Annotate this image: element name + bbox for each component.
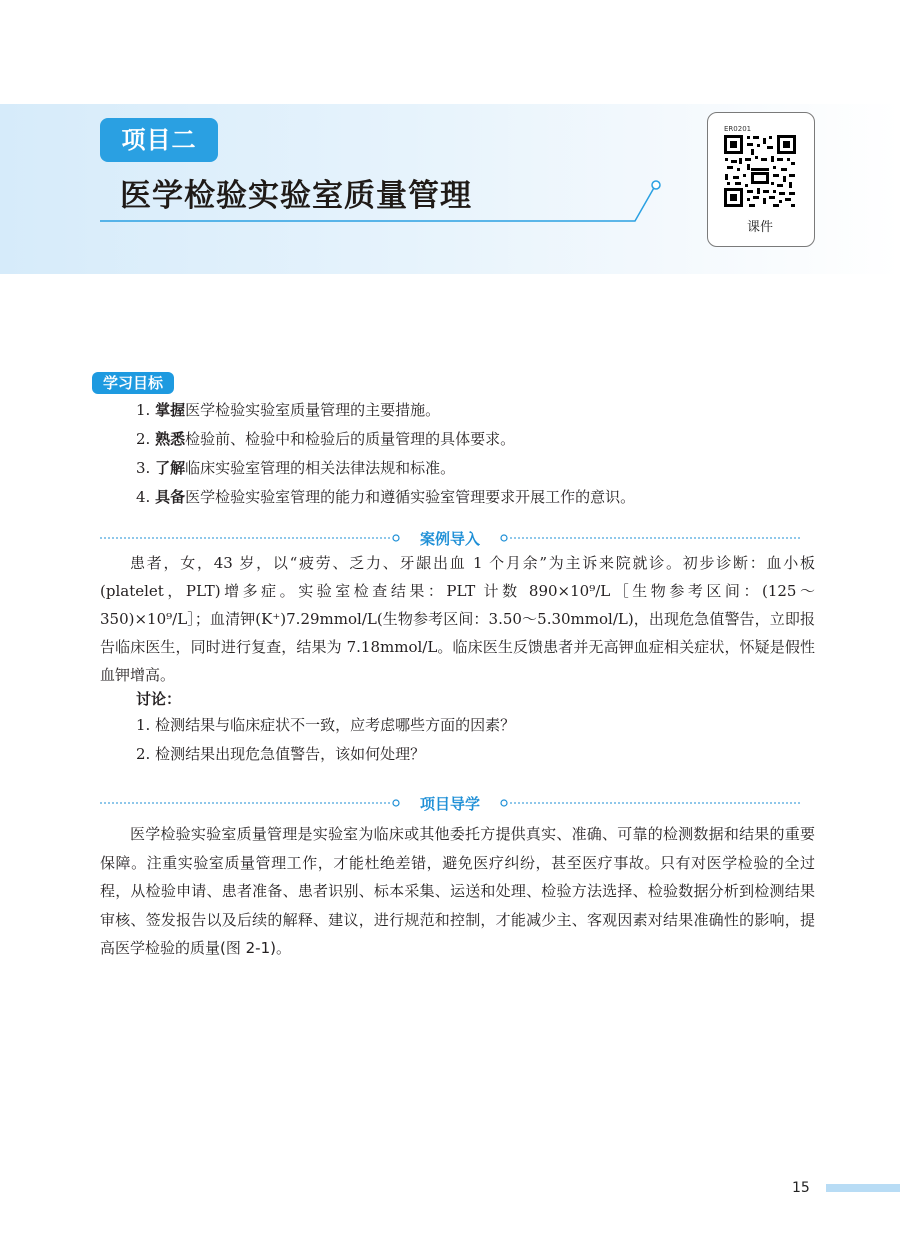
- objectives-list: [136, 396, 635, 512]
- page-number: 15: [792, 1180, 810, 1196]
- qr-code-icon[interactable]: [723, 134, 797, 208]
- qr-caption: 课件: [746, 220, 773, 235]
- guide-title: 项目导学: [419, 795, 480, 813]
- objectives-label: 学习目标: [92, 372, 174, 394]
- chapter-title: 医学检验实验室质量管理: [120, 178, 472, 214]
- guide-paragraph: 医学检验实验室质量管理是实验室为临床或其他委托方提供真实、准确、可靠的检测数据和结果的重要保障。注重实验室质量管理工作，才能杜绝差错，避免医疗纠纷，甚至医疗事故。只有对医学检验的全过程，从检验申请、患者准备、患者识别、标本采集、运送和处理、检验方法选择、检验数据分析到检测结果审核、签发报告以及后续的解释、建议，进行规范和控制，才能减少主、客观因素对结果准确性的影响，提高医学检验的质量(图 2-1)。: [100, 825, 815, 957]
- objective-item: 2. 熟悉检验前、检验中和检验后的质量管理的具体要求。: [136, 430, 516, 448]
- discussion-questions: [136, 711, 515, 769]
- case-title: 案例导入: [419, 530, 480, 548]
- objective-item: 1. 掌握医学检验实验室质量管理的主要措施。: [136, 401, 441, 419]
- qr-code-id: ER0201: [724, 125, 752, 133]
- discussion-label: 讨论：: [136, 690, 182, 708]
- page-number-bar: [826, 1184, 900, 1192]
- question-item: 1. 检测结果与临床症状不一致，应考虑哪些方面的因素？: [136, 716, 516, 734]
- objective-item: 4. 具备医学检验实验室管理的能力和遵循实验室管理要求开展工作的意识。: [136, 488, 636, 506]
- project-tag: 项目二: [100, 118, 218, 162]
- question-item: 2. 检测结果出现危急值警告，该如何处理？: [136, 745, 426, 763]
- objective-item: 3. 了解临床实验室管理的相关法律法规和标准。: [136, 459, 456, 477]
- case-paragraph: 患者，女，43 岁，以“疲劳、乏力、牙龈出血 1 个月余”为主诉来院就诊。初步诊断：血小板(platelet，PLT)增多症。实验室检查结果：PLT 计数 890×10⁹/L［生物参考区间：(125～350)×10⁹/L］；血清钾(K⁺)7.29mmol/L(生物参考区间：3.50～5.30mmol/L)，出现危急值警告，立即报告临床医生，同时进行复查，结果为 7.18mmol/L。临床医生反馈患者并无高钾血症相关症状，怀疑是假性血钾增高。: [100, 554, 815, 684]
